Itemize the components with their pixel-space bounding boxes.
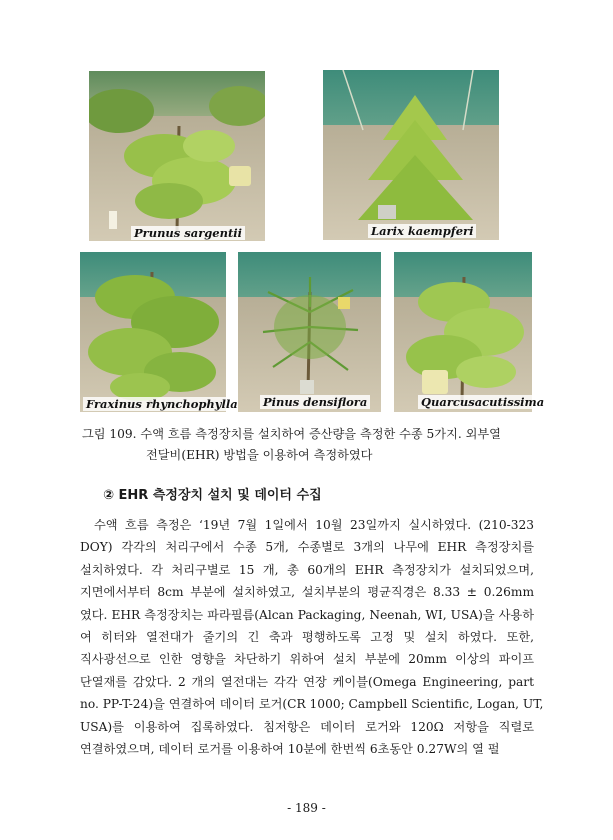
body-line: no. PP-T-24)을 연결하여 데이터 로거(CR 1000; Campbell Scientific, Logan, UT, [80,697,544,712]
photo-label-quarcusacutissima: Quarcusacutissima [418,395,547,409]
photo-pinus-densiflora [238,252,381,412]
photo-label-pinus-densiflora: Pinus densiflora [260,395,370,409]
photo-label-fraxinus-rhynchophylla: Fraxinus rhynchophylla [83,397,241,411]
body-line: 설치하였다. 각 처리구별로 15 개, 총 60개의 EHR 측정장치가 설치되었으며, [80,562,534,577]
figure-caption [82,424,532,466]
body-line: 였다. EHR 측정장치는 파라필름(Alcan Packaging, Neenah, WI, USA)을 사용하 [80,607,534,622]
section-heading: ② EHR 측정장치 설치 및 데이터 수집 [103,488,322,503]
photo-label-prunus-sargentii: Prunus sargentii [131,226,245,240]
photo-larix-kaempferi [323,70,499,240]
body-line: 여 히터와 열전대가 줄기의 긴 축과 평행하도록 고정 및 설치 하였다. 또한, [80,630,534,645]
caption-line-1: 그림 109. 수액 흐름 측정장치를 설치하여 증산량을 측정한 수종 5가지. 외부열 [82,427,501,441]
photo-quarcusacutissima [394,252,532,412]
body-line: 직사광선으로 인한 영향을 차단하기 위하여 설치 부분에 20mm 이상의 파이프 [80,652,534,667]
body-line: 지면에서부터 8cm 부분에 설치하였고, 설치부분의 평균직경은 8.33 ± 0.26mm [80,585,534,600]
body-line: 수액 흐름 측정은 ‘19년 7월 1일에서 10월 23일까지 실시하였다. (210-323 [94,518,534,532]
body-line: USA)를 이용하여 집록하였다. 침저항은 데이터 로거와 120Ω 저항을 직렬로 [80,719,534,734]
body-line: 단열재를 감았다. 2 개의 열전대는 각각 연장 케이블(Omega Engineering, part [80,674,534,689]
body-line: 연결하였으며, 데이터 로거를 이용하여 10분에 한번씩 6초동안 0.27W의 열 펄 [80,742,500,757]
body-paragraph [80,514,544,760]
page-number: - 189 - [287,801,326,815]
photo-label-larix-kaempferi: Larix kaempferi [368,224,476,238]
caption-line-2: 전달비(EHR) 방법을 이용하여 측정하였다 [146,448,373,462]
body-line: DOY) 각각의 처리구에서 수종 5개, 수종별로 3개의 나무에 EHR 측정장치를 [80,540,534,555]
photo-fraxinus-rhynchophylla [80,252,226,412]
photo-prunus-sargentii [89,71,265,241]
